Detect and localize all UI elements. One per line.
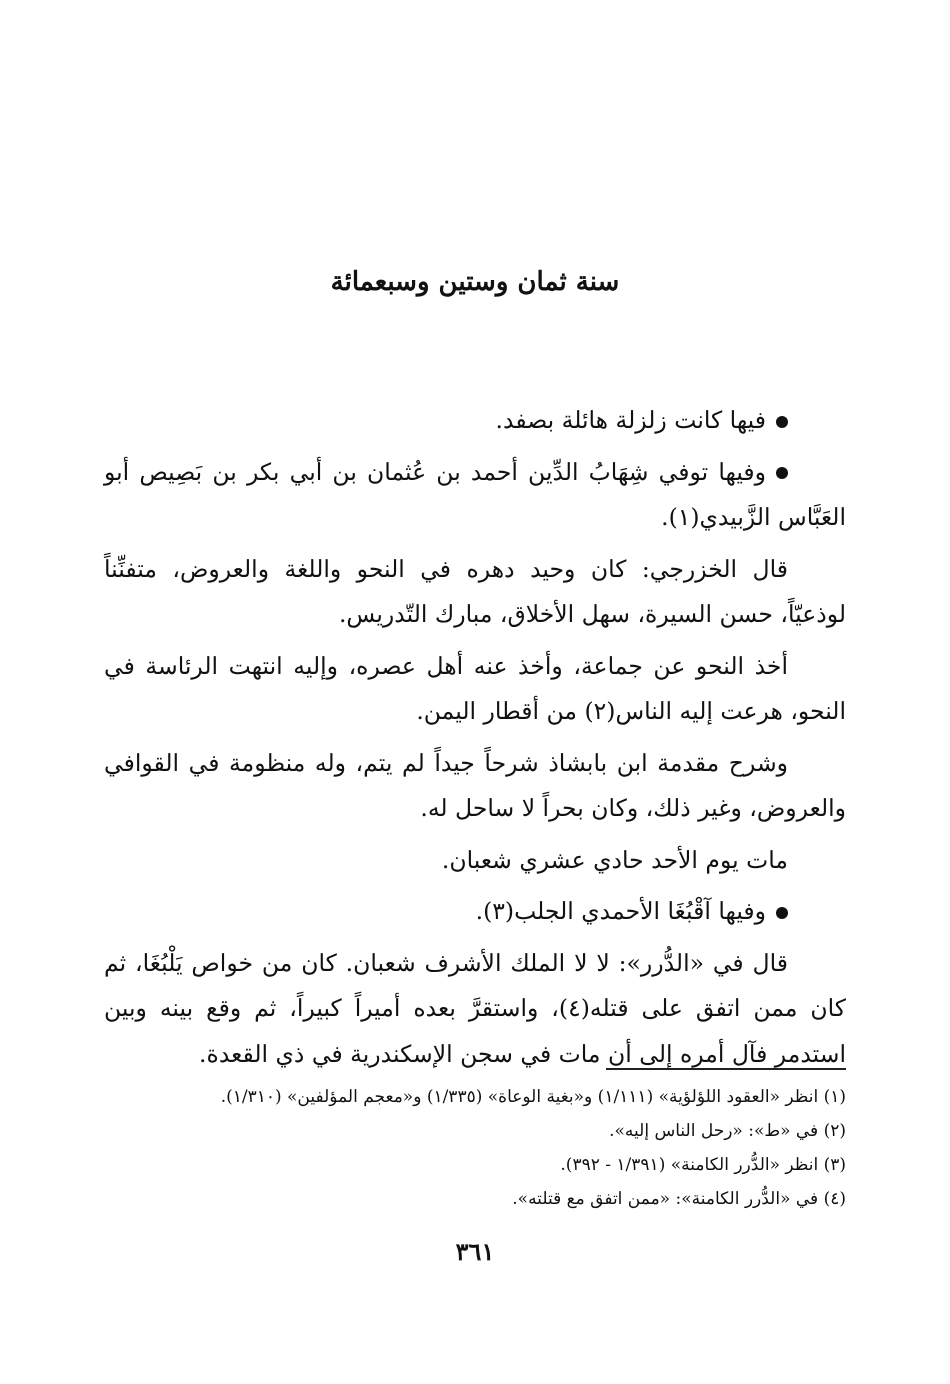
paragraph-text: وفيها آقْبُغَا الأحمدي الجلب(٣). <box>475 897 766 925</box>
paragraph-6: مات يوم الأحد حادي عشري شعبان. <box>441 845 788 874</box>
bullet-icon <box>776 467 788 479</box>
footnote-4: (٤) في «الدُّرر الكامنة»: «ممن اتفق مع قتلته». <box>512 1189 846 1209</box>
page-number: ٣٦١ <box>455 1237 495 1266</box>
bullet-icon <box>776 416 788 428</box>
paragraph-text: وفيها توفي شِهَابُ الدِّين أحمد بن عُثمان بن أبي بكر بن بَصِيص أبو العَبَّاس الزَّبيدي(١). <box>104 457 846 531</box>
paragraph-3: قال الخزرجي: كان وحيد دهره في النحو واللغة والعروض، متفنِّناً لوذعيّاً، حسن السيرة، سهل الأخلاق، مبارك التّدريس. <box>104 554 846 628</box>
footnote-divider <box>606 1068 846 1070</box>
footnotes <box>104 1080 846 1216</box>
paragraph-text: فيها كانت زلزلة هائلة بصفد. <box>495 406 766 434</box>
footnote-3: (٣) انظر «الدُّرر الكامنة» (١/٣٩١ - ٣٩٢). <box>560 1155 846 1175</box>
paragraph-2 <box>104 450 846 541</box>
paragraph-5: وشرح مقدمة ابن بابشاذ شرحاً جيداً لم يتم، وله منظومة في القوافي والعروض، وغير ذلك، وكان بحراً لا ساحل له. <box>104 748 846 822</box>
footnote-1: (١) انظر «العقود اللؤلؤية» (١/١١١) و«بغية الوعاة» (١/٣٣٥) و«معجم المؤلفين» (١/٣١٠). <box>220 1087 846 1107</box>
footnote-2: (٢) في «ط»: «رحل الناس إليه». <box>609 1121 846 1141</box>
paragraph-8: قال في «الدُّرر»: لا لا الملك الأشرف شعبان. كان من خواص يَلْبُغَا، ثم كان ممن اتفق على قتله(٤)، واستقرَّ بعده أميراً كبيراً، ثم وقع بينه وبين استدمر فآل أمره إلى أن مات في سجن الإسكندرية في ذي القعدة. <box>104 948 846 1068</box>
main-text <box>104 398 846 1083</box>
paragraph-4: أخذ النحو عن جماعة، وأخذ عنه أهل عصره، وإليه انتهت الرئاسة في النحو، هرعت إليه الناس(٢) من أقطار اليمن. <box>104 651 846 725</box>
paragraph-1 <box>104 398 846 444</box>
chapter-heading: سنة ثمان وستين وسبعمائة <box>330 267 620 297</box>
paragraph-7 <box>104 889 846 935</box>
bullet-icon <box>776 907 788 919</box>
